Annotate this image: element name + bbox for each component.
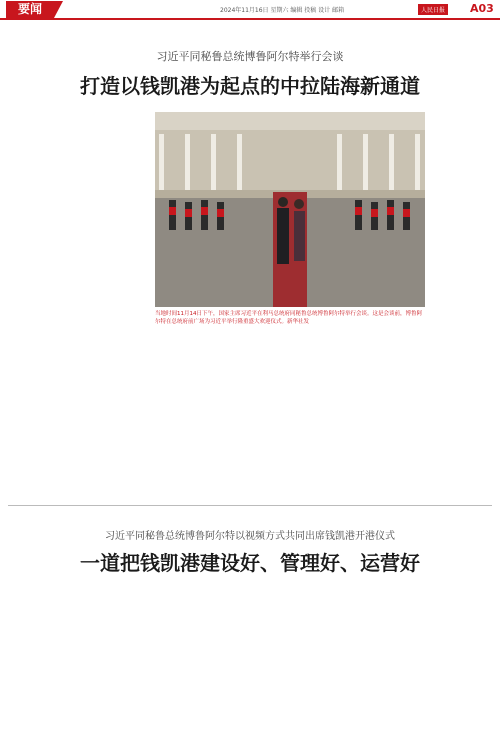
date-line: 2024年11月16日 星期六 编辑 投稿 设计 邮箱	[220, 7, 345, 14]
photo-illustration	[155, 112, 425, 307]
section-label: 要闻	[6, 1, 54, 18]
editor-tag: 人民日报	[418, 4, 448, 15]
page-number: A03	[470, 2, 494, 15]
story1-photo[interactable]	[155, 112, 425, 307]
top-bar	[0, 0, 500, 20]
photo-caption: 当地时间11月14日下午，国家主席习近平在利马总统府同秘鲁总统博鲁阿尔特举行会谈。这是会谈前，博鲁阿尔特在总统府前广场为习近平举行隆重盛大欢迎仪式。新华社发	[155, 311, 423, 325]
story2-kicker: 习近平同秘鲁总统博鲁阿尔特以视频方式共同出席钱凯港开港仪式	[105, 531, 395, 542]
story1-headline[interactable]: 打造以钱凯港为起点的中拉陆海新通道	[80, 74, 420, 98]
section-tab-corner	[54, 1, 63, 18]
story1-kicker: 习近平同秘鲁总统博鲁阿尔特举行会谈	[156, 50, 344, 63]
story2-headline[interactable]: 一道把钱凯港建设好、管理好、运营好	[80, 551, 420, 575]
story-divider	[8, 505, 492, 506]
